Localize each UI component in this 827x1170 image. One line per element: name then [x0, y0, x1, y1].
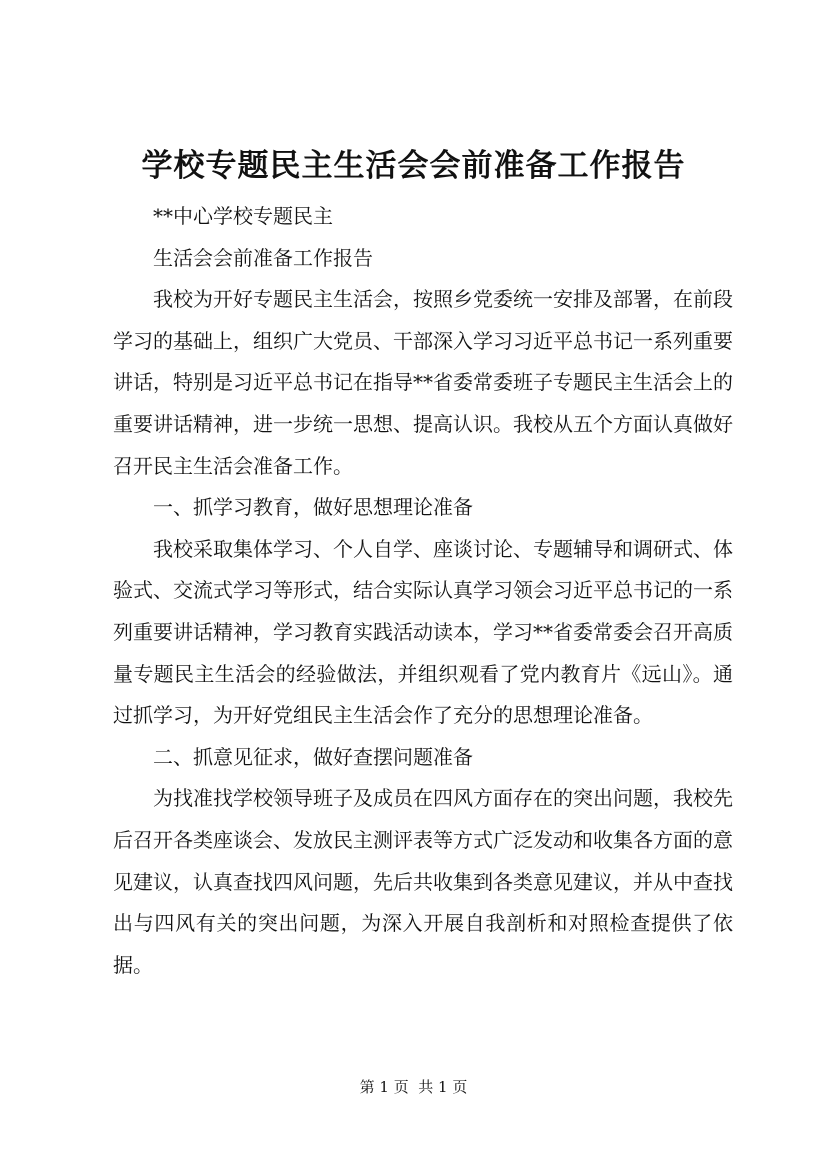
report-name-line: 生活会会前准备工作报告 [153, 245, 373, 270]
section-heading-2: 二、抓意见征求，做好查摆问题准备 [153, 744, 473, 769]
intro-paragraph: 我校为开好专题民主生活会，按照乡党委统一安排及部署，在前段学习的基础上，组织广大党员、干部深入学习习近平总书记一系列重要讲话，特别是习近平总书记在指导**省委常委班子专题民主生活会上的重要讲话精神，进一步统一思想、提高认识。我校从五个方面认真做好召开民主生活会准备工作。 [113, 287, 733, 478]
document-body [113, 196, 733, 986]
section-1-paragraph: 我校采取集体学习、个人自学、座谈讨论、专题辅导和调研式、体验式、交流式学习等形式，结合实际认真学习领会习近平总书记的一系列重要讲话精神，学习教育实践活动读本，学习**省委常委会召开高质量专题民主生活会的经验做法，并组织观看了党内教育片《远山》。通过抓学习，为开好党组民主生活会作了充分的思想理论准备。 [113, 536, 733, 728]
document-title: 学校专题民主生活会会前准备工作报告 [141, 148, 686, 184]
org-name-line: **中心学校专题民主 [153, 204, 333, 228]
section-2-paragraph: 为找准找学校领导班子及成员在四风方面存在的突出问题，我校先后召开各类座谈会、发放民主测评表等方式广泛发动和收集各方面的意见建议，认真查找四风问题，先后共收集到各类意见建议，并从中查找出与四风有关的突出问题，为深入开展自我剖析和对照检查提供了依据。 [113, 786, 733, 977]
page-number-footer: 第 1 页 共 1 页 [359, 1078, 468, 1096]
section-heading-1: 一、抓学习教育，做好思想理论准备 [153, 495, 473, 520]
